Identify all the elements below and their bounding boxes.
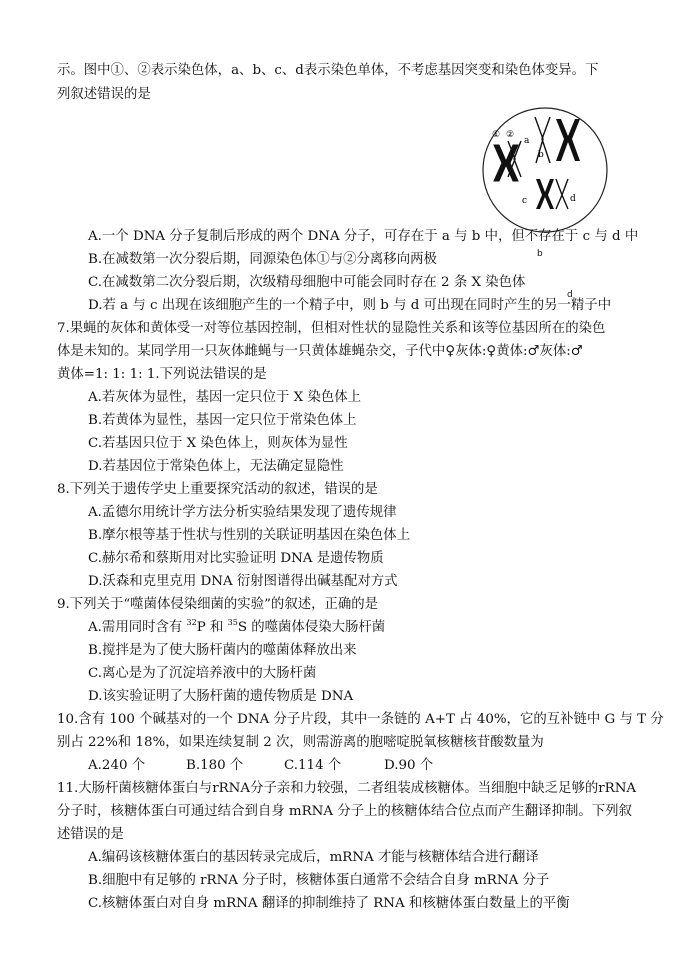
q7-option-d: D.若基因位于常染色体上，无法确定显隐性 [88,459,344,474]
q11-stem-1: 11.大肠杆菌核糖体蛋白与rRNA分子亲和力较强，二者组装成核糖体。当细胞中缺乏足够的rRNA [57,781,637,796]
label-b: b [538,150,544,160]
q8-option-d: D.沃森和克里克用 DNA 衍射图谱得出碱基配对方式 [88,574,398,589]
q7-stem-3: 黄体=1: 1: 1: 1.下列说法错误的是 [57,367,267,382]
q11-option-c: C.核糖体蛋白对自身 mRNA 翻译的抑制维持了 RNA 和核糖体蛋白数量上的平衡 [88,896,570,911]
label-a: a [524,136,530,146]
chromosome-cd [536,179,568,209]
q6-stray-b: b [537,249,543,259]
q9-stem: 9.下列关于“噬菌体侵染细菌的实验”的叙述，正确的是 [57,597,379,612]
q10-option-b: B.180 个 [186,758,244,773]
q9-option-a-post: S 的噬菌体侵染大肠杆菌 [237,620,386,635]
label-d: d [570,194,576,204]
q11-stem-2: 分子时，核糖体蛋白可通过结合到自身 mRNA 分子上的核糖体结合位点而产生翻译抑制。下列叙 [57,804,632,819]
q10-stem-2: 别占 22%和 18%，如果连续复制 2 次，则需游离的胞嘧啶脱氧核糖核苷酸数量为 [57,735,544,750]
q8-option-a: A.孟德尔用统计学方法分析实验结果发现了遗传规律 [88,505,397,520]
q7-option-b: B.若黄体为显性，基因一定只位于常染色体上 [88,413,357,428]
q7-option-a: A.若灰体为显性，基因一定只位于 X 染色体上 [88,390,362,405]
q11-stem-3: 述错误的是 [57,827,124,842]
q11-option-b: B.细胞中有足够的 rRNA 分子时，核糖体蛋白通常不会结合自身 mRNA 分子 [88,873,550,888]
q6-option-b: B.在减数第一次分裂后期，同源染色体①与②分离移向两极 [88,252,437,267]
q9-option-c: C.离心是为了沉淀培养液中的大肠杆菌 [88,666,317,681]
chromosome-right [556,119,580,161]
q6-stray-d: d [567,290,573,300]
q6-option-c: C.在减数第二次分裂后期，次级精母细胞中可能会同时存在 2 条 X 染色体 [88,275,526,290]
q10-option-d: D.90 个 [384,758,434,773]
q8-stem: 8.下列关于遗传学史上重要探究活动的叙述，错误的是 [57,482,378,497]
q6-option-d: D.若 a 与 c 出现在该细胞产生的一个精子中，则 b 与 d 可出现在同时产生的另一精子中 [88,298,612,313]
intro-line-1: 示。图中①、②表示染色体，a、b、c、d表示染色单体，不考虑基因突变和染色体变异。下 [57,63,599,78]
cell-division-diagram [480,105,610,235]
q7-option-c: C.若基因只位于 X 染色体上，则灰体为显性 [88,436,348,451]
isotope-32: 32 [186,617,197,627]
chromosome-1 [494,145,518,181]
q11-option-a: A.编码该核糖体蛋白的基因转录完成后，mRNA 才能与核糖体结合进行翻译 [88,850,539,865]
q9-option-d: D.该实验证明了大肠杆菌的遗传物质是 DNA [88,689,354,704]
label-chromosome-2: ② [506,130,515,140]
q7-stem-1: 7.果蝇的灰体和黄体受一对等位基因控制，但相对性状的显隐性关系和该等位基因所在的染色 [57,321,606,336]
q10-option-a: A.240 个 [88,758,146,773]
isotope-35: 35 [227,617,238,627]
q9-option-b: B.搅拌是为了使大肠杆菌内的噬菌体释放出来 [88,643,357,658]
q9-option-a [88,619,385,637]
q6-option-a: A.一个 DNA 分子复制后形成的两个 DNA 分子，可存在于 a 与 b 中，但不存在于 c 与 d 中 [88,229,639,244]
q8-option-b: B.摩尔根等基于性状与性别的关联证明基因在染色体上 [88,528,411,543]
q7-stem-2: 体是未知的。某同学用一只灰体雌蝇与一只黄体雄蝇杂交，子代中♀灰体:♀黄体:♂灰体:♂ [57,344,583,359]
q9-option-a-pre: A.需用同时含有 [88,620,187,635]
q9-option-a-mid: P 和 [196,620,228,635]
q10-option-c: C.114 个 [284,758,342,773]
label-c: c [522,196,528,206]
intro-line-2: 列叙述错误的是 [57,87,151,102]
q8-option-c: C.赫尔希和蔡斯用对比实验证明 DNA 是遗传物质 [88,551,384,566]
q10-stem-1: 10.含有 100 个碱基对的一个 DNA 分子片段，其中一条链的 A+T 占 40%，它的互补链中 G 与 T 分 [57,712,664,727]
label-chromosome-1: ① [492,130,501,140]
